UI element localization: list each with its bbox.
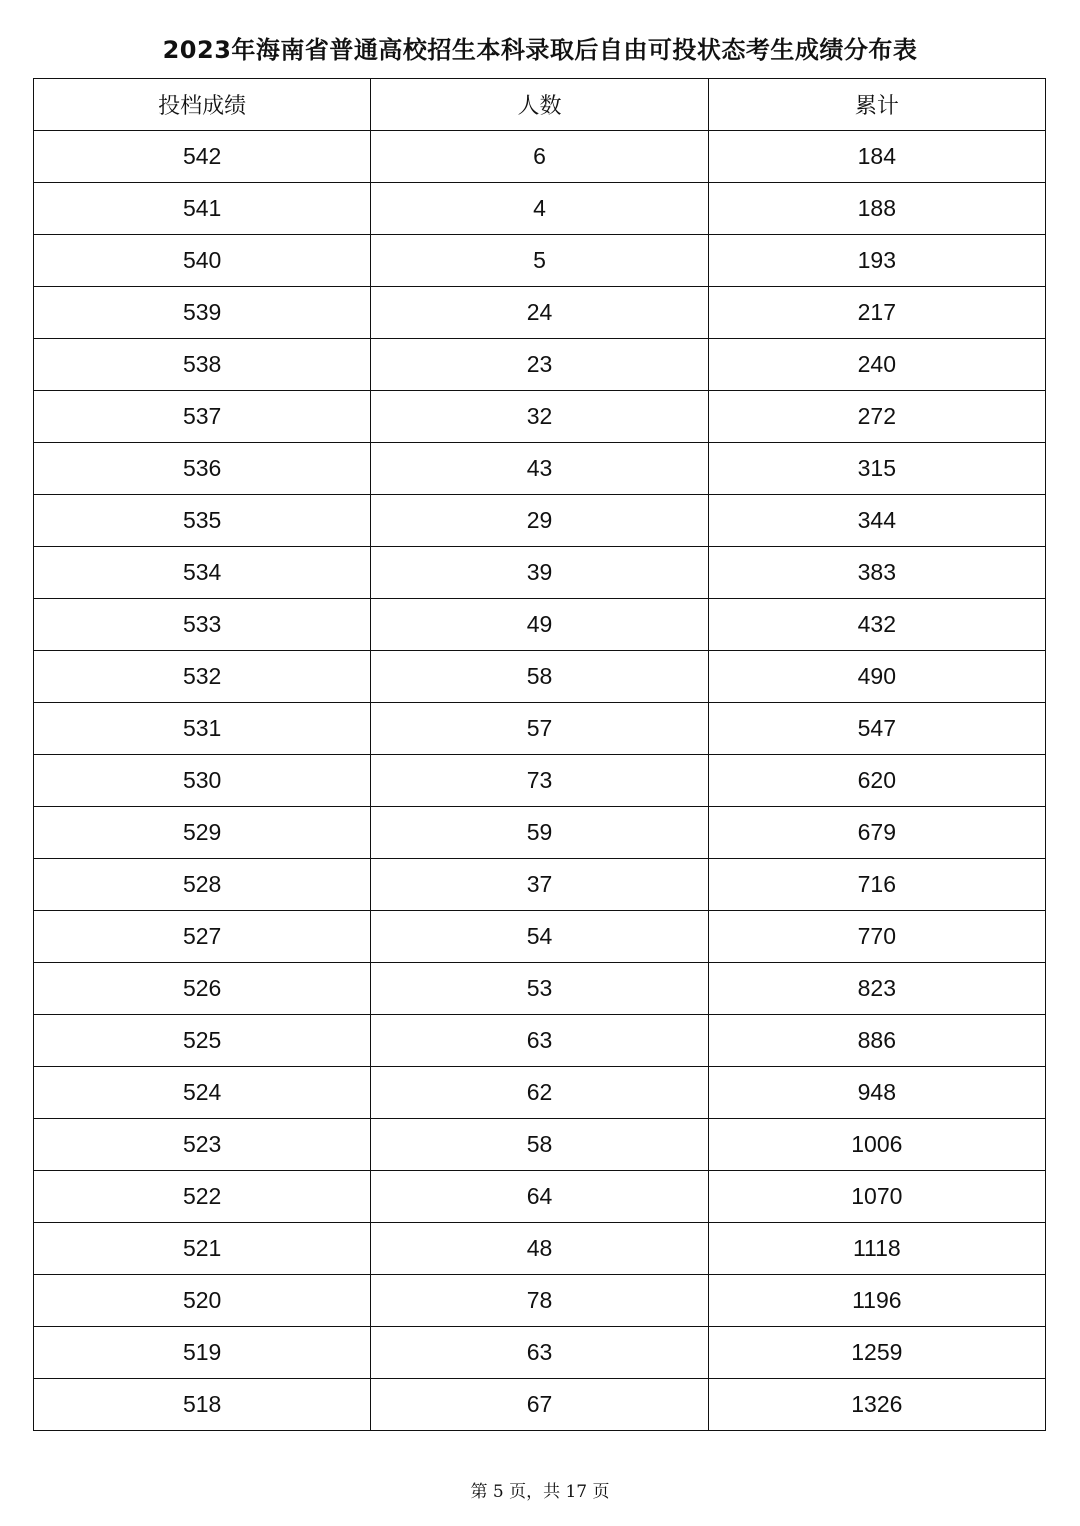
header-count: 人数	[371, 79, 708, 131]
cumulative-cell: 823	[708, 963, 1045, 1015]
page-footer: 第 5 页，共 17 页	[470, 1482, 610, 1502]
cumulative-cell: 184	[708, 131, 1045, 183]
table-row	[34, 1327, 1046, 1379]
cumulative-cell: 1006	[708, 1119, 1045, 1171]
cumulative-cell: 948	[708, 1067, 1045, 1119]
table-row	[34, 1119, 1046, 1171]
score-cell: 538	[34, 339, 371, 391]
table-row	[34, 183, 1046, 235]
count-cell: 23	[371, 339, 708, 391]
count-cell: 58	[371, 1119, 708, 1171]
table-row	[34, 547, 1046, 599]
table-row	[34, 131, 1046, 183]
table-row	[34, 807, 1046, 859]
table-row	[34, 1223, 1046, 1275]
count-cell: 58	[371, 651, 708, 703]
table-body	[34, 131, 1046, 1431]
table-row	[34, 287, 1046, 339]
count-cell: 63	[371, 1015, 708, 1067]
table-row	[34, 495, 1046, 547]
cumulative-cell: 547	[708, 703, 1045, 755]
count-cell: 4	[371, 183, 708, 235]
table-row	[34, 599, 1046, 651]
score-cell: 522	[34, 1171, 371, 1223]
cumulative-cell: 620	[708, 755, 1045, 807]
count-cell: 73	[371, 755, 708, 807]
table-row	[34, 1171, 1046, 1223]
score-cell: 530	[34, 755, 371, 807]
score-cell: 525	[34, 1015, 371, 1067]
count-cell: 57	[371, 703, 708, 755]
score-cell: 537	[34, 391, 371, 443]
cumulative-cell: 315	[708, 443, 1045, 495]
table-row	[34, 963, 1046, 1015]
cumulative-cell: 383	[708, 547, 1045, 599]
cumulative-cell: 188	[708, 183, 1045, 235]
cumulative-cell: 490	[708, 651, 1045, 703]
table-row	[34, 1067, 1046, 1119]
table-row	[34, 911, 1046, 963]
score-cell: 531	[34, 703, 371, 755]
count-cell: 6	[371, 131, 708, 183]
score-cell: 529	[34, 807, 371, 859]
score-cell: 532	[34, 651, 371, 703]
count-cell: 32	[371, 391, 708, 443]
score-cell: 540	[34, 235, 371, 287]
cumulative-cell: 679	[708, 807, 1045, 859]
table-row	[34, 651, 1046, 703]
score-cell: 536	[34, 443, 371, 495]
cumulative-cell: 1259	[708, 1327, 1045, 1379]
cumulative-cell: 1326	[708, 1379, 1045, 1431]
table-row	[34, 755, 1046, 807]
table-row	[34, 1275, 1046, 1327]
count-cell: 37	[371, 859, 708, 911]
score-cell: 527	[34, 911, 371, 963]
count-cell: 29	[371, 495, 708, 547]
table-row	[34, 1379, 1046, 1431]
score-cell: 520	[34, 1275, 371, 1327]
count-cell: 64	[371, 1171, 708, 1223]
count-cell: 49	[371, 599, 708, 651]
score-distribution-table	[33, 78, 1046, 1431]
table-row	[34, 859, 1046, 911]
score-cell: 519	[34, 1327, 371, 1379]
header-cumulative: 累计	[708, 79, 1045, 131]
cumulative-cell: 240	[708, 339, 1045, 391]
score-cell: 518	[34, 1379, 371, 1431]
score-cell: 521	[34, 1223, 371, 1275]
count-cell: 39	[371, 547, 708, 599]
cumulative-cell: 886	[708, 1015, 1045, 1067]
header-score: 投档成绩	[34, 79, 371, 131]
cumulative-cell: 1118	[708, 1223, 1045, 1275]
table-row	[34, 443, 1046, 495]
count-cell: 63	[371, 1327, 708, 1379]
score-cell: 539	[34, 287, 371, 339]
cumulative-cell: 217	[708, 287, 1045, 339]
cumulative-cell: 716	[708, 859, 1045, 911]
table-header-row	[34, 79, 1046, 131]
table-row	[34, 339, 1046, 391]
cumulative-cell: 432	[708, 599, 1045, 651]
score-cell: 528	[34, 859, 371, 911]
table-row	[34, 1015, 1046, 1067]
count-cell: 48	[371, 1223, 708, 1275]
cumulative-cell: 193	[708, 235, 1045, 287]
count-cell: 5	[371, 235, 708, 287]
count-cell: 62	[371, 1067, 708, 1119]
score-cell: 542	[34, 131, 371, 183]
count-cell: 53	[371, 963, 708, 1015]
cumulative-cell: 1196	[708, 1275, 1045, 1327]
count-cell: 54	[371, 911, 708, 963]
page-title: 2023年海南省普通高校招生本科录取后自由可投状态考生成绩分布表	[162, 36, 918, 64]
cumulative-cell: 1070	[708, 1171, 1045, 1223]
table-row	[34, 235, 1046, 287]
count-cell: 78	[371, 1275, 708, 1327]
score-cell: 526	[34, 963, 371, 1015]
score-cell: 533	[34, 599, 371, 651]
score-cell: 541	[34, 183, 371, 235]
count-cell: 43	[371, 443, 708, 495]
count-cell: 24	[371, 287, 708, 339]
score-cell: 534	[34, 547, 371, 599]
count-cell: 67	[371, 1379, 708, 1431]
score-cell: 524	[34, 1067, 371, 1119]
score-cell: 535	[34, 495, 371, 547]
table-row	[34, 703, 1046, 755]
cumulative-cell: 770	[708, 911, 1045, 963]
count-cell: 59	[371, 807, 708, 859]
table-row	[34, 391, 1046, 443]
cumulative-cell: 272	[708, 391, 1045, 443]
cumulative-cell: 344	[708, 495, 1045, 547]
score-cell: 523	[34, 1119, 371, 1171]
